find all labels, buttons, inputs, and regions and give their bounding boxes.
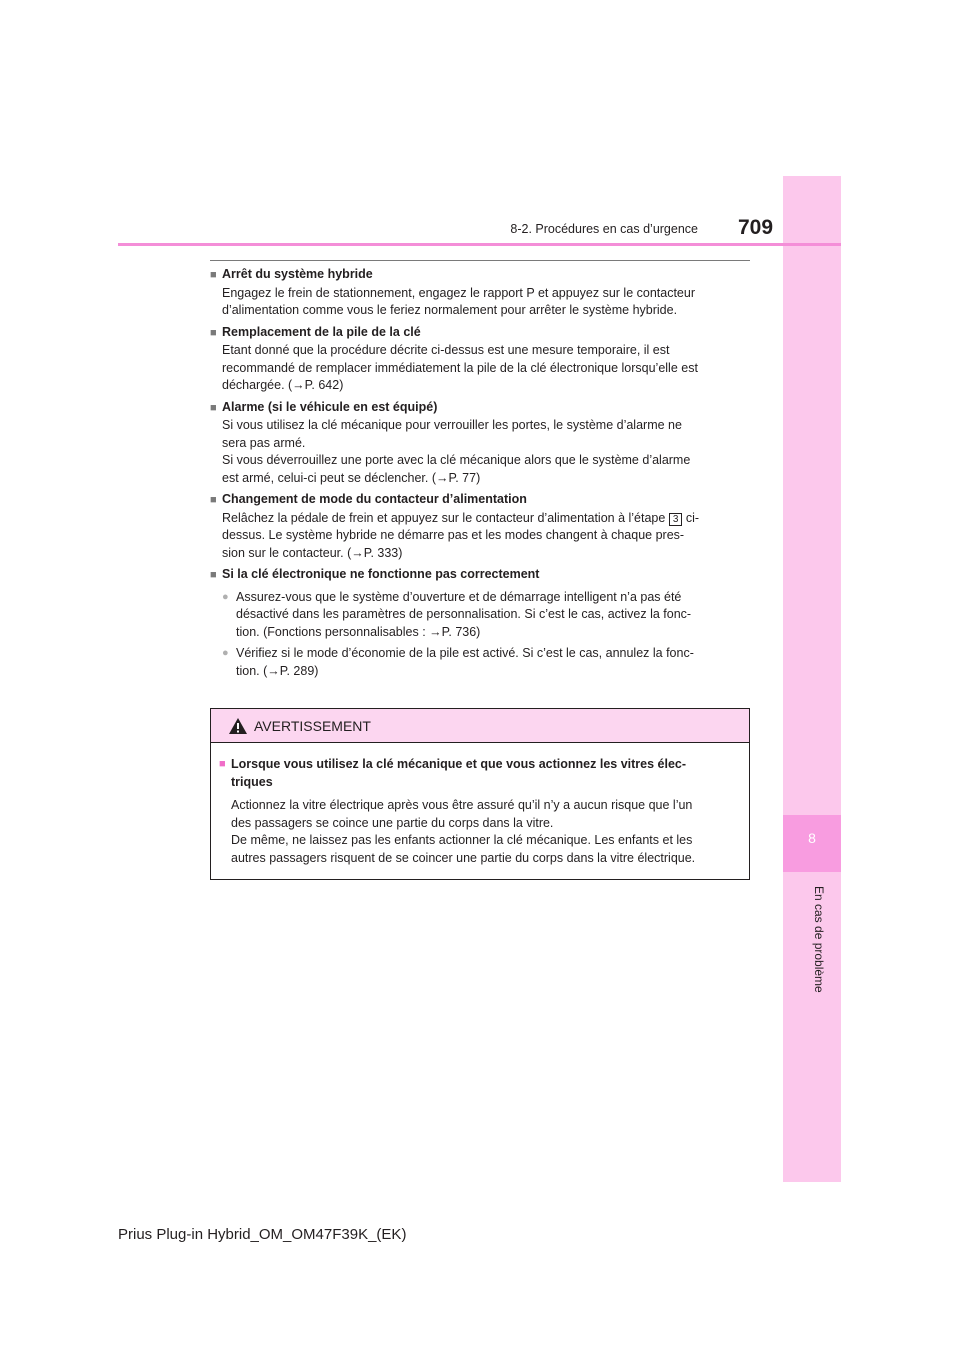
section-heading: Remplacement de la pile de la clé bbox=[222, 324, 421, 339]
paragraph-line: Etant donné que la procédure décrite ci-dessus est une mesure temporaire, il est bbox=[222, 343, 670, 357]
warning-body bbox=[211, 743, 749, 867]
page-number: 709 bbox=[738, 216, 774, 239]
content-top-rule bbox=[210, 260, 750, 261]
warning-triangle-icon bbox=[228, 717, 248, 735]
header-rule bbox=[118, 243, 841, 246]
warning-header bbox=[211, 709, 749, 743]
paragraph-line: recommandé de remplacer immédiatement la pile de la clé électronique lorsqu’elle est bbox=[222, 360, 698, 375]
paragraph-line: De même, ne laissez pas les enfants actionner la clé mécanique. Les enfants et les bbox=[231, 833, 693, 847]
paragraph-text: ci- bbox=[685, 510, 700, 525]
paragraph-line bbox=[222, 510, 750, 528]
paragraph-line: est armé, celui-ci peut se déclencher. (→P. 77) bbox=[222, 470, 481, 485]
paragraph-line: Si vous utilisez la clé mécanique pour verrouiller les portes, le système d’alarme ne bbox=[222, 418, 682, 432]
section-heading: Changement de mode du contacteur d’alimentation bbox=[222, 492, 527, 506]
paragraph-line: Engagez le frein de stationnement, engagez le rapport P et appuyez sur le contacteur bbox=[222, 285, 695, 300]
section-key-battery bbox=[210, 324, 750, 395]
paragraph-line: sera pas armé. bbox=[222, 435, 306, 450]
paragraph-text: Relâchez la pédale de frein et appuyez sur le contacteur d’alimentation à l’étape bbox=[222, 510, 666, 525]
circle-bullet-icon: ● bbox=[222, 647, 229, 659]
square-bullet-icon: ■ bbox=[210, 401, 217, 414]
paragraph-line: Actionnez la vitre électrique après vous être assuré qu’il n’y a aucun risque que l’un bbox=[231, 798, 693, 812]
chapter-label: En cas de problème bbox=[812, 886, 826, 993]
chapter-side-tab bbox=[783, 176, 841, 1182]
section-alarm bbox=[210, 399, 750, 488]
paragraph-line: des passagers se coince une partie du corps dans la vitre. bbox=[231, 815, 554, 830]
section-heading: Alarme (si le véhicule en est équipé) bbox=[222, 399, 438, 414]
paragraph-line: sion sur le contacteur. (→P. 333) bbox=[222, 545, 403, 560]
section-electronic-key bbox=[210, 566, 750, 680]
warning-heading-line: triques bbox=[231, 774, 273, 789]
paragraph-line: Assurez-vous que le système d’ouverture et de démarrage intelligent n’a pas été bbox=[236, 589, 682, 604]
square-bullet-icon: ■ bbox=[210, 326, 217, 339]
warning-heading bbox=[219, 756, 739, 791]
paragraph-line: autres passagers risquent de se coincer une partie du corps dans la vitre électrique. bbox=[231, 850, 696, 865]
list-item bbox=[210, 645, 750, 680]
section-title: 8-2. Procédures en cas d’urgence bbox=[510, 222, 698, 236]
paragraph-line: d’alimentation comme vous le feriez normalement pour arrêter le système hybride. bbox=[222, 303, 678, 317]
footer-text: Prius Plug-in Hybrid_OM_OM47F39K_(EK) bbox=[118, 1226, 407, 1243]
paragraph-line: déchargée. (→P. 642) bbox=[222, 378, 344, 392]
section-hybrid-stop bbox=[210, 266, 750, 320]
square-bullet-icon: ■ bbox=[210, 494, 217, 506]
warning-title: AVERTISSEMENT bbox=[254, 717, 371, 734]
step-reference: 3 bbox=[669, 513, 683, 526]
list-item bbox=[210, 589, 750, 642]
paragraph-line: tion. (Fonctions personnalisables : →P. 736) bbox=[236, 624, 481, 639]
paragraph-line: Si vous déverrouillez une porte avec la clé mécanique alors que le système d’alarme bbox=[222, 453, 691, 467]
square-bullet-icon: ■ bbox=[210, 269, 217, 281]
paragraph-line: tion. (→P. 289) bbox=[236, 663, 319, 678]
paragraph-line: dessus. Le système hybride ne démarre pas et les modes changent à chaque pres- bbox=[222, 528, 685, 542]
page-content bbox=[210, 266, 750, 684]
square-bullet-icon: ■ bbox=[219, 758, 226, 770]
warning-text bbox=[219, 797, 739, 867]
paragraph-line: Vérifiez si le mode d’économie de la pile est activé. Si c’est le cas, annulez la fonc- bbox=[236, 646, 694, 660]
section-heading: Arrêt du système hybride bbox=[222, 267, 373, 281]
warning-heading-line: Lorsque vous utilisez la clé mécanique et que vous actionnez les vitres élec- bbox=[231, 757, 687, 771]
square-bullet-icon: ■ bbox=[210, 569, 217, 581]
section-heading: Si la clé électronique ne fonctionne pas correctement bbox=[222, 567, 540, 581]
paragraph-line: désactivé dans les paramètres de personnalisation. Si c’est le cas, activez la fonc- bbox=[236, 607, 692, 621]
circle-bullet-icon: ● bbox=[222, 590, 229, 603]
warning-box bbox=[210, 708, 750, 880]
section-power-switch-mode bbox=[210, 491, 750, 562]
chapter-number: 8 bbox=[808, 830, 816, 846]
